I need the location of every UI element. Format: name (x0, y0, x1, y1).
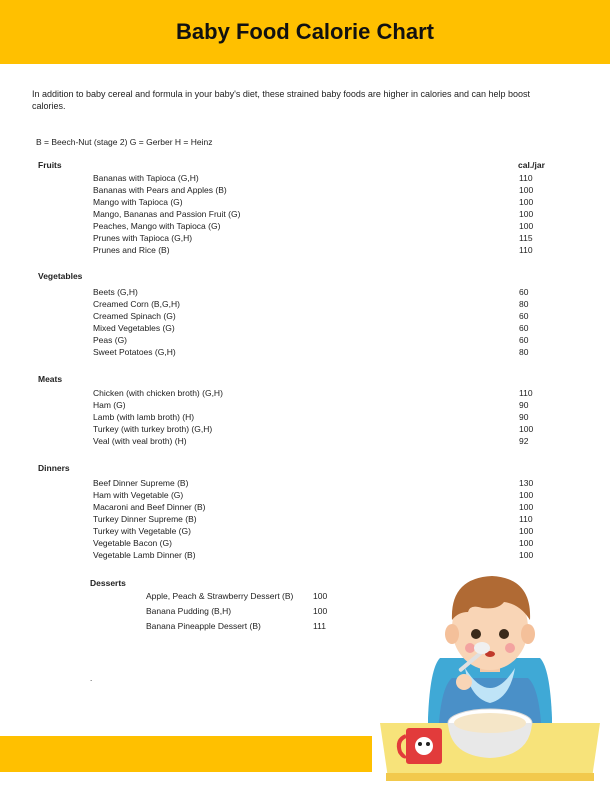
calorie-value: 111 (313, 621, 326, 631)
list-item (93, 513, 543, 525)
food-name: Vegetable Bacon (G) (93, 538, 172, 548)
food-name: Mango with Tapioca (G) (93, 197, 183, 207)
section-title-desserts: Desserts (90, 578, 126, 588)
footer-bar (0, 736, 372, 772)
food-name: Prunes and Rice (B) (93, 245, 170, 255)
list-item (93, 208, 543, 220)
calorie-value: 60 (519, 287, 529, 297)
list-item (93, 346, 543, 358)
calorie-value: 92 (519, 436, 529, 446)
calories-column-header: cal./jar (518, 160, 545, 170)
stray-dot: . (90, 674, 93, 683)
list-item (93, 435, 543, 447)
calorie-value: 100 (519, 197, 534, 207)
page-title: Baby Food Calorie Chart (176, 19, 434, 44)
calorie-value: 90 (519, 400, 529, 410)
list-item (93, 184, 543, 196)
section-title-meats: Meats (38, 374, 63, 384)
list-item (93, 298, 543, 310)
food-name: Turkey (with turkey broth) (G,H) (93, 424, 213, 434)
list-item (93, 549, 543, 561)
calorie-value: 60 (519, 323, 529, 333)
list-item (93, 489, 543, 501)
food-name: Bananas with Tapioca (G,H) (93, 173, 199, 183)
food-name: Prunes with Tapioca (G,H) (93, 233, 193, 243)
header-banner (0, 0, 610, 64)
list-item (93, 232, 543, 244)
calorie-value: 80 (519, 299, 529, 309)
calorie-value: 100 (519, 490, 534, 500)
food-name: Bananas with Pears and Apples (B) (93, 185, 227, 195)
list-item (93, 220, 543, 232)
calorie-value: 60 (519, 335, 529, 345)
intro-paragraph: In addition to baby cereal and formula in your baby's diet, these strained baby foods are higher in calories and can help boost calories. (32, 89, 531, 111)
list-item (146, 589, 346, 603)
list-item (93, 411, 543, 423)
calorie-value: 100 (519, 550, 534, 560)
list-item (93, 399, 543, 411)
calorie-value: 100 (313, 591, 328, 601)
calorie-value: 100 (519, 185, 534, 195)
list-item (93, 334, 543, 346)
list-item (93, 537, 543, 549)
calorie-value: 110 (519, 173, 533, 183)
calorie-value: 90 (519, 412, 529, 422)
food-name: Vegetable Lamb Dinner (B) (93, 550, 196, 560)
section-title-fruits: Fruits (38, 160, 62, 170)
list-item (93, 501, 543, 513)
food-name: Lamb (with lamb broth) (H) (93, 412, 195, 422)
food-name: Creamed Spinach (G) (93, 311, 176, 321)
calorie-value: 115 (519, 233, 533, 243)
calorie-value: 100 (519, 502, 534, 512)
food-name: Veal (with veal broth) (H) (93, 436, 187, 446)
list-item (93, 525, 543, 537)
calorie-value: 100 (519, 209, 534, 219)
list-item (93, 172, 543, 184)
brand-legend: B = Beech-Nut (stage 2) G = Gerber H = Heinz (36, 137, 213, 147)
calorie-value: 100 (519, 538, 534, 548)
calorie-value: 100 (519, 526, 534, 536)
calorie-value: 100 (519, 221, 534, 231)
list-item (93, 196, 543, 208)
food-name: Banana Pudding (B,H) (146, 606, 232, 616)
calorie-value: 130 (519, 478, 534, 488)
food-name: Peaches, Mango with Tapioca (G) (93, 221, 221, 231)
list-item (93, 477, 543, 489)
list-item (93, 310, 543, 322)
food-name: Creamed Corn (B,G,H) (93, 299, 180, 309)
calorie-value: 110 (519, 388, 533, 398)
food-name: Peas (G) (93, 335, 128, 345)
list-item (93, 244, 543, 256)
food-name: Apple, Peach & Strawberry Dessert (B) (146, 591, 294, 601)
food-name: Ham (G) (93, 400, 126, 410)
food-name: Sweet Potatoes (G,H) (93, 347, 176, 357)
food-name: Beets (G,H) (93, 287, 138, 297)
calorie-value: 100 (519, 424, 534, 434)
food-name: Beef Dinner Supreme (B) (93, 478, 189, 488)
list-item (93, 423, 543, 435)
section-title-dinners: Dinners (38, 463, 70, 473)
calorie-value: 100 (313, 606, 328, 616)
calorie-value: 110 (519, 245, 533, 255)
list-item (93, 387, 543, 399)
list-item (146, 619, 346, 633)
calorie-value: 110 (519, 514, 533, 524)
section-title-vegetables: Vegetables (38, 271, 83, 281)
list-item (93, 286, 543, 298)
food-name: Turkey Dinner Supreme (B) (93, 514, 197, 524)
food-name: Macaroni and Beef Dinner (B) (93, 502, 206, 512)
baby-eating-icon (370, 568, 610, 788)
list-item (146, 604, 346, 618)
calorie-value: 60 (519, 311, 529, 321)
calorie-value: 80 (519, 347, 529, 357)
list-item (93, 322, 543, 334)
food-name: Mango, Bananas and Passion Fruit (G) (93, 209, 241, 219)
food-name: Banana Pineapple Dessert (B) (146, 621, 261, 631)
food-name: Chicken (with chicken broth) (G,H) (93, 388, 223, 398)
food-name: Turkey with Vegetable (G) (93, 526, 191, 536)
food-name: Mixed Vegetables (G) (93, 323, 175, 333)
food-name: Ham with Vegetable (G) (93, 490, 184, 500)
